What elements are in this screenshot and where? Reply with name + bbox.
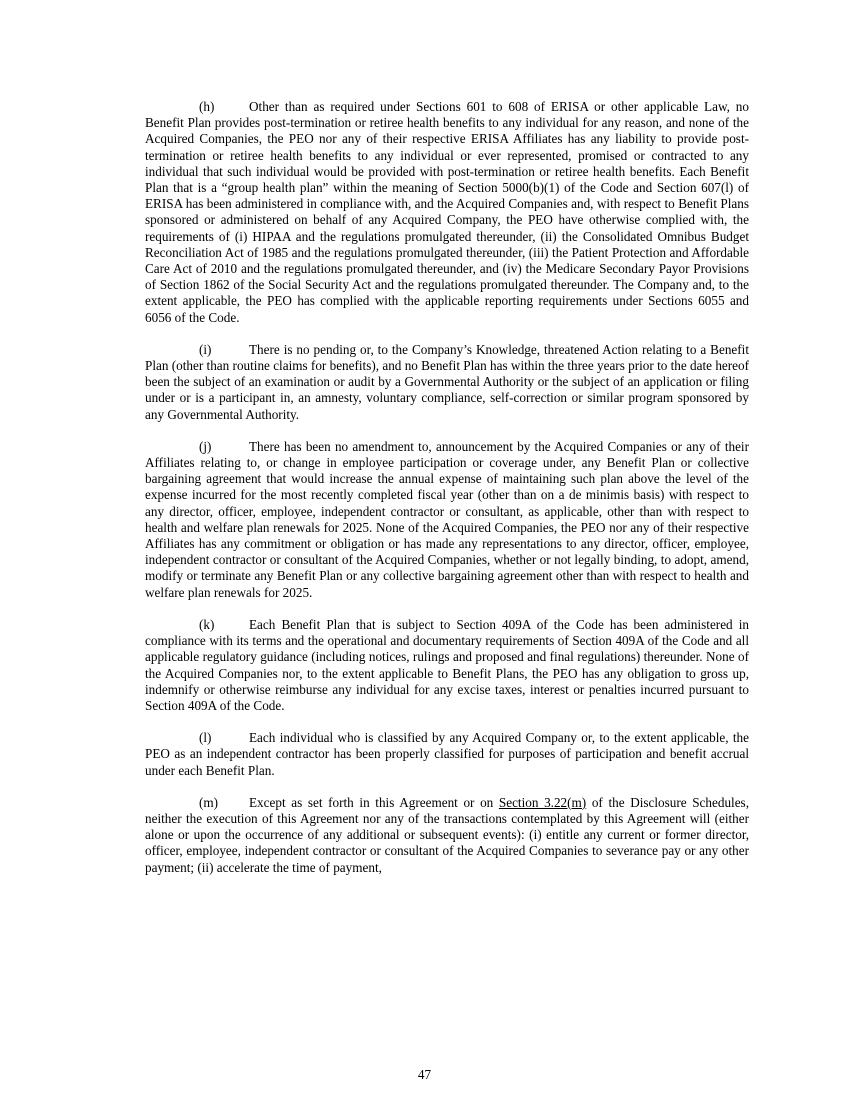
paragraph-m bbox=[145, 795, 749, 876]
paragraph-label: (m) bbox=[199, 794, 219, 810]
paragraph-text: There has been no amendment to, announcement by the Acquired Companies or any of their Affiliates relating to, or change in employee participation or coverage under, any Benefit Plan or collective bargaining agreement that would increase the annual expense of maintaining such plan above the level of the expense incurred for the most recently completed fiscal year (other than on a de minimis basis) with respect to any director, officer, employee, independent contractor or consultant, as applicable, other than with respect to health and welfare plan renewals for 2025. None of the Acquired Companies, the PEO nor any of their respective Affiliates has any commitment or obligation or has made any representations to any director, officer, employee, independent contractor or consultant of the Acquired Companies, whether or not legally binding, to adopt, amend, modify or terminate any Benefit Plan or any collective bargaining agreement other than with respect to health and welfare plan renewals for 2025. bbox=[145, 438, 749, 600]
paragraph-j bbox=[145, 439, 749, 601]
paragraph-text: Other than as required under Sections 601 to 608 of ERISA or other applicable Law, no Benefit Plan provides post-termination or retiree health benefits to any individual for any reason, and none of the Acquired Companies, the PEO nor any of their respective ERISA Affiliates has any liability to provide post-termination or retiree health benefits to any individual or ever represented, promised or contracted to any individual that such individual would be provided with post-termination or retiree health benefits. Each Benefit Plan that is a “group health plan” within the meaning of Section 5000(b)(1) of the Code and Section 607(l) of ERISA has been administered in compliance with, and the Acquired Companies and, with respect to Benefit Plans sponsored or administered on behalf of any Acquired Company, the PEO have otherwise complied with, the requirements of (i) HIPAA and the regulations promulgated thereunder, (ii) the Consolidated Omnibus Budget Reconciliation Act of 1985 and the regulations promulgated thereunder, (iii) the Patient Protection and Affordable Care Act of 2010 and the regulations promulgated thereunder, and (iv) the Medicare Secondary Payor Provisions of Section 1862 of the Social Security Act and the regulations promulgated thereunder. The Company and, to the extent applicable, the PEO has complied with the applicable reporting requirements under Sections 6055 and 6056 of the Code. bbox=[145, 99, 749, 325]
paragraph-h bbox=[145, 99, 749, 326]
paragraph-label: (k) bbox=[199, 616, 215, 632]
paragraph-label: (h) bbox=[199, 99, 215, 114]
paragraph-label: (j) bbox=[199, 438, 212, 454]
page-number: 47 bbox=[417, 1067, 432, 1082]
paragraph-k bbox=[145, 617, 749, 714]
paragraph-text: Each Benefit Plan that is subject to Section 409A of the Code has been administered in compliance with its terms and the operational and documentary requirements of Section 409A of the Code and all applicable regulatory guidance (including notices, rulings and proposed and final regulations) thereunder. None of the Acquired Companies nor, to the extent applicable to Benefit Plans, the PEO has any obligation to gross up, indemnify or otherwise reimburse any individual for any excise taxes, interest or penalties incurred pursuant to Section 409A of the Code. bbox=[145, 616, 749, 713]
paragraph-i bbox=[145, 342, 749, 423]
paragraph-text-before: Except as set forth in this Agreement or on bbox=[249, 794, 499, 810]
paragraph-text: Each individual who is classified by any Acquired Company or, to the extent applicable, the PEO as an independent contractor has been properly classified for purposes of participation and benefit accrual under each Benefit Plan. bbox=[145, 730, 749, 778]
section-reference: Section 3.22(m) bbox=[498, 794, 587, 810]
paragraph-l bbox=[145, 730, 749, 779]
paragraph-text-after: of the Disclosure Schedules, neither the execution of this Agreement nor any of the transactions contemplated by this Agreement will (either alone or upon the occurrence of any additional or subsequent events): (i) entitle any current or former director, officer, employee, independent contractor or consultant of the Acquired Companies to severance pay or any other payment; (ii) accelerate the time of payment, bbox=[145, 794, 749, 875]
paragraph-text: There is no pending or, to the Company’s Knowledge, threatened Action relating to a Benefit Plan (other than routine claims for benefits), and no Benefit Plan has within the three years prior to the date hereof been the subject of an examination or audit by a Governmental Authority or the subject of an application or filing under or is a participant in, an amnesty, voluntary compliance, self-correction or similar program sponsored by any Governmental Authority. bbox=[145, 341, 749, 422]
paragraph-label: (l) bbox=[199, 730, 212, 746]
paragraph-label: (i) bbox=[199, 341, 212, 357]
document-body bbox=[145, 99, 749, 892]
